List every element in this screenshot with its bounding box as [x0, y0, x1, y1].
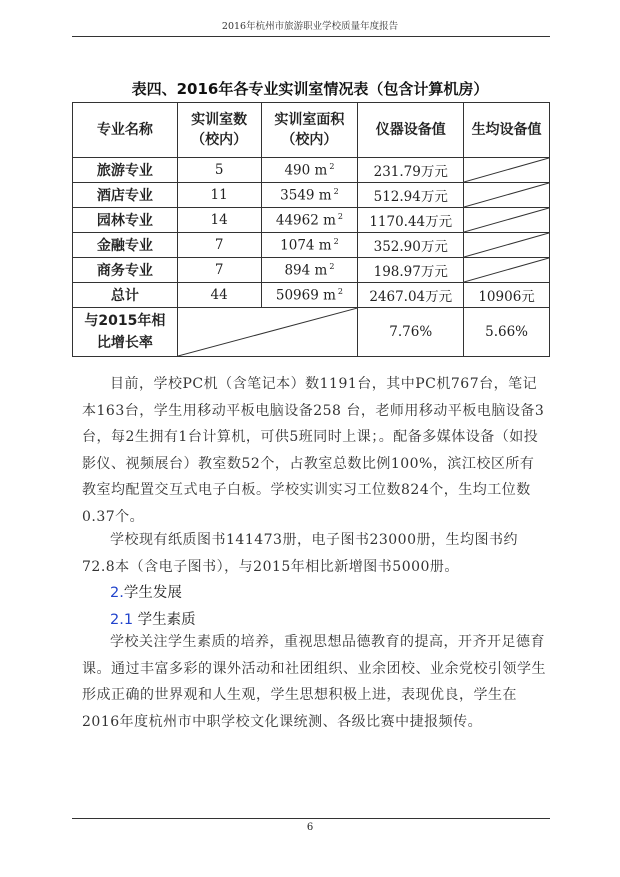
table-row — [73, 258, 550, 283]
growth-per-student: 5.66% — [464, 308, 550, 357]
table-header-row — [73, 103, 550, 158]
equipment-cell: 352.90万元 — [358, 233, 464, 258]
page-number: 6 — [306, 822, 314, 833]
area-cell: 894 m $^2$ — [261, 258, 358, 283]
table-row — [73, 158, 550, 183]
rooms-cell: 7 — [177, 233, 261, 258]
total-rooms: 44 — [177, 283, 261, 308]
major-cell: 园林专业 — [73, 208, 178, 233]
equipment-cell: 1170.44万元 — [358, 208, 464, 233]
empty-diagonal-cell — [464, 158, 550, 183]
section-heading: 2.学生发展 — [110, 585, 182, 601]
header-major: 专业名称 — [73, 103, 178, 158]
major-cell: 旅游专业 — [73, 158, 178, 183]
table-total-row — [73, 283, 550, 308]
area-cell: 1074 m $^2$ — [261, 233, 358, 258]
area-cell: 3549 m $^2$ — [261, 183, 358, 208]
footer-rule — [72, 818, 550, 819]
rooms-cell: 11 — [177, 183, 261, 208]
major-cell: 金融专业 — [73, 233, 178, 258]
empty-diagonal-cell — [464, 208, 550, 233]
major-cell: 酒店专业 — [73, 183, 178, 208]
growth-equipment: 7.76% — [358, 308, 464, 357]
table-row — [73, 208, 550, 233]
rooms-cell: 14 — [177, 208, 261, 233]
header-equipment: 仪器设备值 — [358, 103, 464, 158]
equipment-cell: 198.97万元 — [358, 258, 464, 283]
header-area: 实训室面积 （校内） — [261, 103, 358, 158]
header-per-student: 生均设备值 — [464, 103, 550, 158]
training-room-table — [72, 102, 550, 357]
paragraph-computers: 目前，学校PC机（含笔记本）数1191台，其中PC机767台，笔记本163台，学生用移动平板电脑设备258 台，老师用移动平板电脑设备3台，每2生拥有1台计算机，可供5班同时上课；。配备多媒体设备（如投影仪、视频展台）教室数52个，占教室总数比例100%，滨江校区所有教室均配置交互式电子白板。学校实训实习工位数824个，生均工位数0.37个。 — [82, 376, 545, 525]
total-label: 总计 — [73, 283, 178, 308]
total-per-student: 10906元 — [464, 283, 550, 308]
equipment-cell: 512.94万元 — [358, 183, 464, 208]
page-header: 2016年杭州市旅游职业学校质量年度报告 — [221, 21, 399, 32]
empty-diagonal-cell — [464, 258, 550, 283]
table-row — [73, 233, 550, 258]
subsection-heading: 2.1 学生素质 — [110, 612, 196, 628]
table-growth-row — [73, 308, 550, 357]
empty-diagonal-cell — [464, 183, 550, 208]
rooms-cell: 5 — [177, 158, 261, 183]
area-cell: 490 m $^2$ — [261, 158, 358, 183]
table-caption: 表四、2016年各专业实训室情况表（包含计算机房） — [131, 80, 489, 98]
rooms-cell: 7 — [177, 258, 261, 283]
table-row — [73, 183, 550, 208]
empty-diagonal-cell — [464, 233, 550, 258]
major-cell: 商务专业 — [73, 258, 178, 283]
total-equipment: 2467.04万元 — [358, 283, 464, 308]
area-cell: 44962 m $^2$ — [261, 208, 358, 233]
growth-label: 与2015年相 比增长率 — [73, 308, 178, 357]
paragraph-student-quality: 学校关注学生素质的培养，重视思想品德教育的提高，开齐开足德育课。通过丰富多彩的课外活动和社团组织、业余团校、业余党校引领学生形成正确的世界观和人生观，学生思想积极上进，表现优良，学生在2016年度杭州市中职学校文化课统测、各级比赛中捷报频传。 — [82, 634, 546, 730]
header-rule — [72, 36, 550, 37]
empty-diagonal-cell — [177, 308, 358, 357]
total-area: 50969 m $^2$ — [261, 283, 358, 308]
header-rooms: 实训室数 （校内） — [177, 103, 261, 158]
equipment-cell: 231.79万元 — [358, 158, 464, 183]
paragraph-library: 学校现有纸质图书141473册，电子图书23000册，生均图书约72.8本（含电子图书），与2015年相比新增图书5000册。 — [82, 532, 518, 575]
